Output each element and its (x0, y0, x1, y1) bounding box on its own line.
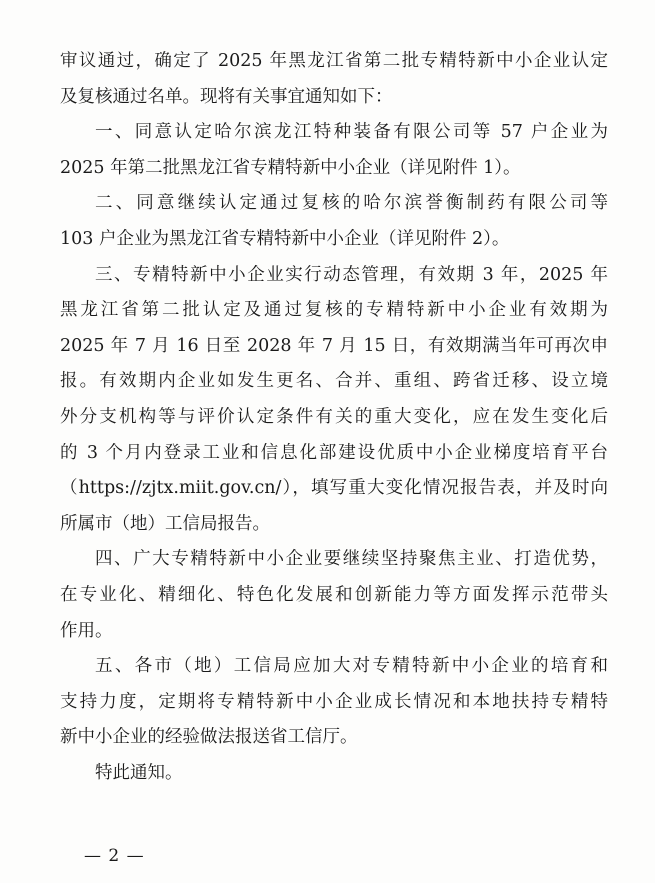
paragraph-line: 报。有效期内企业如发生更名、合并、重组、跨省迁移、设立境 (60, 371, 608, 392)
paragraph-line: 支持力度，定期将专精特新中小企业成长情况和本地扶持专精特 (60, 691, 608, 712)
paragraph-line: 审议通过，确定了 2025 年黑龙江省第二批专精特新中小企业认定 (60, 51, 608, 71)
paragraph-line: 五、各市（地）工信局应加大对专精特新中小企业的培育和 (95, 656, 608, 677)
paragraph-item-1 (60, 115, 608, 186)
page-number: — 2 — (84, 846, 145, 866)
paragraph-line: 黑龙江省第二批认定及通过复核的专精特新中小企业有效期为 (60, 300, 608, 321)
document-body (60, 44, 608, 791)
paragraph-item-2 (60, 186, 608, 257)
paragraph-item-4 (60, 542, 608, 649)
paragraph-line: 的 3 个月内登录工业和信息化部建设优质中小企业梯度培育平台 (60, 442, 608, 463)
paragraph-item-5 (60, 649, 608, 756)
paragraph-line: 外分支机构等与评价认定条件有关的重大变化，应在发生变化后 (60, 406, 608, 427)
paragraph-intro (60, 44, 608, 115)
paragraph-line: 一、同意认定哈尔滨龙江特种装备有限公司等 57 户企业为 (95, 122, 608, 143)
paragraph-closing (60, 756, 608, 792)
paragraph-line: 所属市（地）工信局报告。 (60, 513, 270, 534)
paragraph-line: 三、专精特新中小企业实行动态管理，有效期 3 年，2025 年 (95, 264, 608, 285)
paragraph-line: 2025 年 7 月 16 日至 2028 年 7 月 15 日，有效期满当年可再次申 (60, 335, 608, 356)
paragraph-line: 四、广大专精特新中小企业要继续坚持聚焦主业、打造优势， (95, 549, 608, 570)
paragraph-item-3 (60, 258, 608, 543)
paragraph-line: 及复核通过名单。现将有关事宜通知如下： (60, 86, 393, 107)
paragraph-line: 2025 年第二批黑龙江省专精特新中小企业（详见附件 1）。 (60, 157, 521, 178)
paragraph-line: 特此通知。 (95, 762, 183, 783)
paragraph-line: （https://zjtx.miit.gov.cn/），填写重大变化情况报告表，并及时向 (60, 478, 608, 499)
paragraph-line: 作用。 (60, 620, 113, 641)
paragraph-line: 103 户企业为黑龙江省专精特新中小企业（详见附件 2）。 (60, 228, 510, 249)
paragraph-line: 新中小企业的经验做法报送省工信厅。 (60, 727, 358, 748)
paragraph-line: 二、同意继续认定通过复核的哈尔滨誉衡制药有限公司等 (95, 193, 608, 214)
paragraph-line: 在专业化、精细化、特色化发展和创新能力等方面发挥示范带头 (60, 584, 608, 605)
